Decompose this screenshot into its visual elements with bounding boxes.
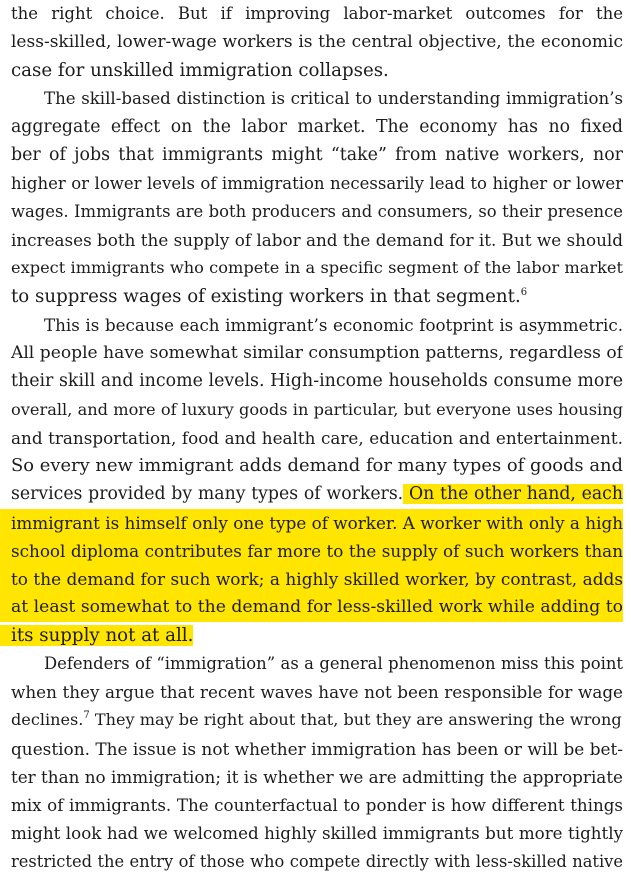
text-span: to suppress wages of existing workers in that segment.	[11, 285, 521, 307]
highlighted-line: to the demand for such work; a highly skilled worker, by contrast, adds	[0, 565, 623, 593]
highlighted-text: On the other hand, each	[403, 484, 623, 505]
text-line: when they argue that recent waves have not been responsible for wage	[11, 682, 623, 702]
text-line: aggregate effect on the labor market. The economy has no fixed	[11, 117, 623, 137]
text-line: restricted the entry of those who compete directly with less-skilled native	[11, 851, 623, 871]
text-line: increases both the supply of labor and the demand for it. But we should	[11, 230, 623, 250]
highlighted-line: immigrant is himself only one type of worker. A worker with only a high	[0, 509, 623, 537]
text-line: and transportation, food and health care, education and entertainment.	[11, 427, 623, 448]
text-span: declines.	[11, 710, 84, 730]
text-line: ter than no immigration; it is whether we are admitting the appropriate	[11, 766, 623, 787]
text-line: ber of jobs that immigrants might “take” from native workers, nor	[11, 145, 623, 166]
footnote-ref[interactable]: 7	[83, 710, 90, 722]
text-line: mix of immigrants. The counterfactual to ponder is how different things	[11, 795, 623, 815]
text-line	[11, 283, 623, 311]
highlighted-text: its supply not at all.	[0, 625, 193, 646]
document-page	[11, 0, 623, 876]
text-line: their skill and income levels. High-income households consume more	[11, 371, 623, 392]
highlighted-line: school diploma contributes far more to the supply of such workers than	[0, 537, 623, 565]
highlighted-line: at least somewhat to the demand for less-skilled work while adding to	[0, 593, 623, 621]
text-line: question. The issue is not whether immigration has been or will be bet-	[11, 738, 623, 759]
text-line: expect immigrants who compete in a specific segment of the labor market	[11, 258, 623, 278]
text-line: So every new immigrant adds demand for many types of goods and	[11, 455, 623, 476]
text-line: overall, and more of luxury goods in particular, but everyone uses housing	[11, 399, 623, 419]
text-line: wages. Immigrants are both producers and consumers, so their presence	[11, 201, 623, 221]
text-line: All people have somewhat similar consumption patterns, regardless of	[11, 343, 623, 363]
text-line: the right choice. But if improving labor-market outcomes for the	[11, 4, 623, 23]
text-line: less-skilled, lower-wage workers is the central objective, the economic	[11, 32, 623, 53]
text-span: services provided by many types of workers.	[11, 484, 404, 505]
text-line	[11, 480, 623, 508]
text-line: The skill-based distinction is critical to understanding immigration’s	[44, 88, 623, 108]
text-span: They may be right about that, but they are answering the wrong	[89, 710, 622, 730]
text-line	[11, 622, 623, 650]
text-line: Defenders of “immigration” as a general phenomenon miss this point	[44, 653, 623, 673]
text-line	[11, 706, 623, 734]
footnote-ref[interactable]: 6	[520, 286, 528, 298]
text-line: higher or lower levels of immigration necessarily lead to higher or lower	[11, 173, 623, 193]
text-line: This is because each immigrant’s economic footprint is asymmetric.	[44, 314, 623, 335]
text-line: case for unskilled immigration collapses.	[11, 59, 389, 81]
text-line: might look had we welcomed highly skilled immigrants but more tightly	[11, 823, 623, 844]
